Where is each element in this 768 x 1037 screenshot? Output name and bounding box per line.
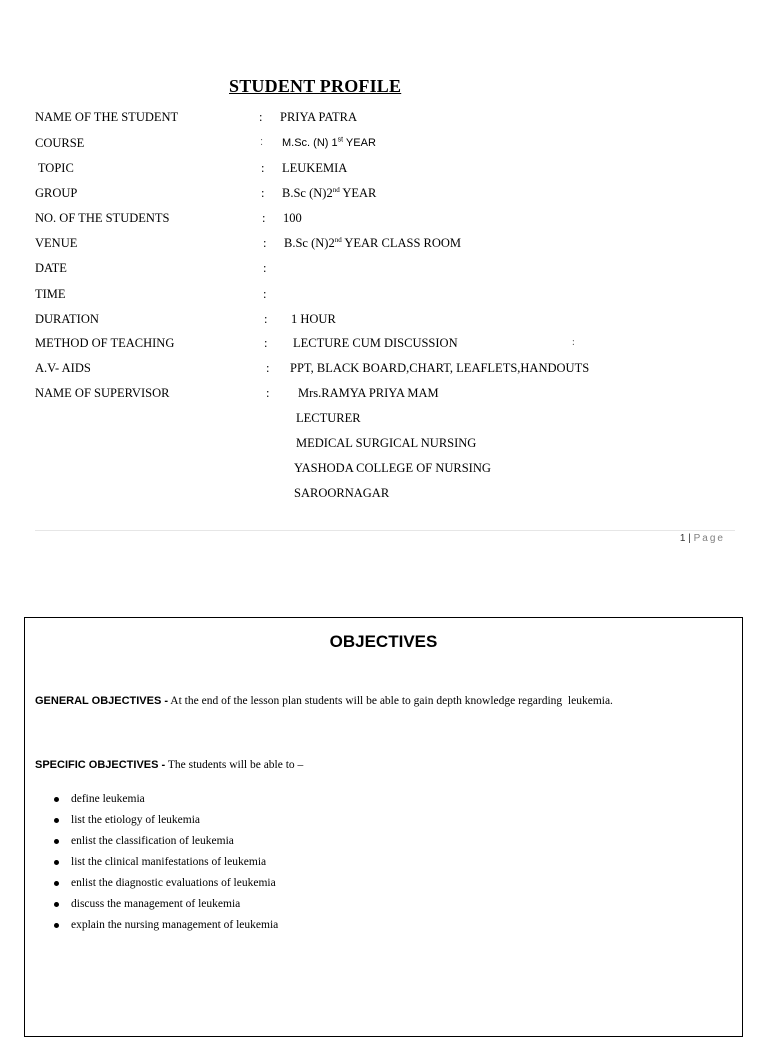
row-colon: : <box>262 211 266 225</box>
row-label: GROUP <box>35 186 78 200</box>
row-colon: : <box>259 110 263 124</box>
row-label: COURSE <box>35 136 85 150</box>
profile-row-supervisor <box>0 386 768 408</box>
row-label: TIME <box>35 287 66 301</box>
general-objectives-text: At the end of the lesson plan students will be able to gain depth knowledge regarding leukemia. <box>170 695 613 707</box>
value-text-suffix: YEAR <box>339 186 377 200</box>
list-item: define leukemia <box>53 791 278 812</box>
row-label: TOPIC <box>35 161 74 175</box>
specific-objectives-text: The students will be able to – <box>167 759 304 771</box>
list-item: enlist the diagnostic evaluations of leukemia <box>53 875 278 896</box>
row-colon: : <box>263 261 267 275</box>
general-objectives-heading: GENERAL OBJECTIVES - <box>35 695 169 707</box>
row-trailing-colon: : <box>572 337 575 348</box>
page-separator: | <box>688 533 691 544</box>
row-colon: : <box>266 361 270 375</box>
value-text-suffix: YEAR CLASS ROOM <box>341 236 462 250</box>
row-label: METHOD OF TEACHING <box>35 336 175 350</box>
value-text: M.Sc. (N) 1 <box>282 137 338 149</box>
row-value <box>282 137 376 149</box>
profile-row-student-count <box>0 211 768 233</box>
list-item: list the clinical manifestations of leukemia <box>53 854 278 875</box>
row-value <box>284 236 461 251</box>
row-colon: : <box>260 136 264 148</box>
supervisor-designation: LECTURER <box>296 411 361 425</box>
profile-row-topic <box>0 161 768 183</box>
objectives-title: OBJECTIVES <box>329 632 438 651</box>
profile-row-student-name <box>0 110 768 132</box>
row-label: A.V- AIDS <box>35 361 91 375</box>
list-item: discuss the management of leukemia <box>53 896 278 917</box>
list-item: list the etiology of leukemia <box>53 812 278 833</box>
row-colon: : <box>266 386 270 400</box>
row-label: DATE <box>35 261 67 275</box>
general-objectives <box>35 695 613 707</box>
row-label: NAME OF THE STUDENT <box>35 110 179 124</box>
profile-row-av-aids <box>0 361 768 383</box>
row-value: 1 HOUR <box>291 312 336 326</box>
objectives-list <box>53 791 278 938</box>
page-title: STUDENT PROFILE <box>229 76 402 96</box>
row-colon: : <box>264 336 268 350</box>
objectives-page <box>24 617 743 1037</box>
value-text-suffix: YEAR <box>343 137 376 149</box>
supervisor-department: MEDICAL SURGICAL NURSING <box>296 436 477 450</box>
row-value: LECTURE CUM DISCUSSION <box>293 336 458 350</box>
row-colon: : <box>261 161 265 175</box>
value-text: B.Sc (N)2 <box>282 186 333 200</box>
row-value: Mrs.RAMYA PRIYA MAM <box>298 386 439 400</box>
value-text: B.Sc (N)2 <box>284 236 335 250</box>
supervisor-location: SAROORNAGAR <box>294 486 390 500</box>
profile-row-teaching-method <box>0 336 768 358</box>
footer-divider <box>35 530 735 531</box>
profile-row-venue <box>0 236 768 258</box>
specific-objectives <box>35 759 303 771</box>
row-label: NAME OF SUPERVISOR <box>35 386 170 400</box>
row-label: NO. OF THE STUDENTS <box>35 211 170 225</box>
page-footer <box>680 533 725 544</box>
row-colon: : <box>263 287 267 301</box>
profile-row-course <box>0 136 768 158</box>
page-word: Page <box>693 533 725 544</box>
value-superscript: nd <box>332 185 340 194</box>
row-colon: : <box>261 186 265 200</box>
page-number: 1 <box>679 533 686 544</box>
row-value <box>282 186 376 201</box>
row-colon: : <box>263 236 267 250</box>
profile-row-time <box>0 287 768 309</box>
row-label: VENUE <box>35 236 78 250</box>
profile-row-date <box>0 261 768 283</box>
value-superscript: nd <box>334 235 342 244</box>
row-label: DURATION <box>35 312 99 326</box>
row-value: PRIYA PATRA <box>280 110 358 124</box>
row-colon: : <box>264 312 268 326</box>
specific-objectives-heading: SPECIFIC OBJECTIVES - <box>35 759 166 771</box>
supervisor-college: YASHODA COLLEGE OF NURSING <box>294 461 491 475</box>
profile-row-duration <box>0 312 768 334</box>
profile-row-group <box>0 186 768 208</box>
list-item: enlist the classification of leukemia <box>53 833 278 854</box>
row-value: 100 <box>283 211 302 225</box>
row-value: PPT, BLACK BOARD,CHART, LEAFLETS,HANDOUTS <box>290 361 590 375</box>
row-value: LEUKEMIA <box>282 161 348 175</box>
list-item: explain the nursing management of leukemia <box>53 917 278 938</box>
value-superscript: st <box>337 136 344 144</box>
